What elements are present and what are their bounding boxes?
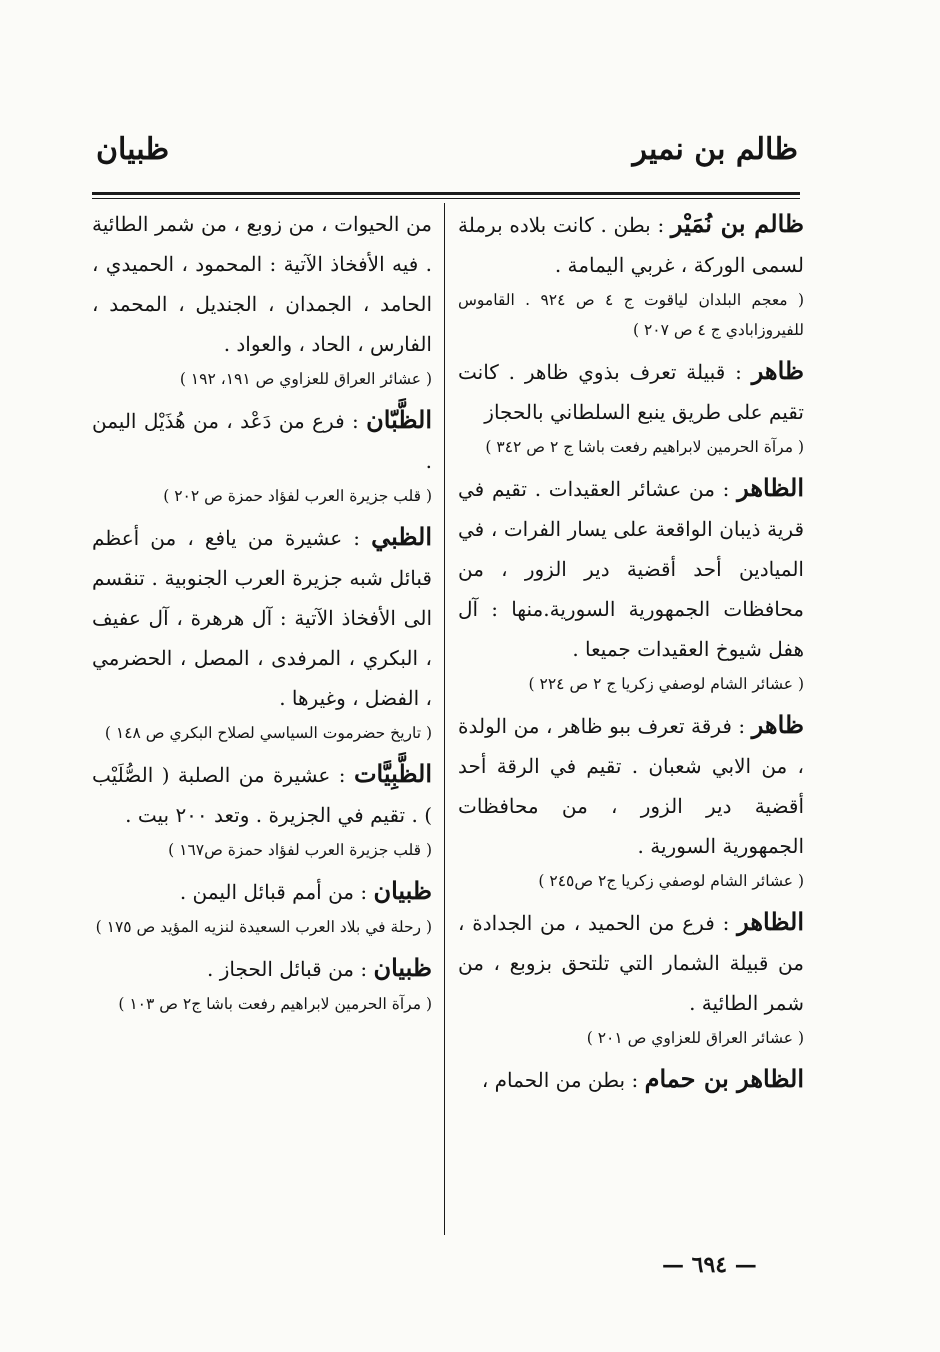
entry-headword: الظَّبِيَّات [353, 759, 432, 788]
entry-source: ( قلب جزيرة العرب لفؤاد حمزة ص ٢٠٢ ) [163, 487, 432, 505]
entry-source: ( عشائر العراق للعزاوي ص ١٩١، ١٩٢ ) [179, 370, 432, 388]
entry-body [458, 1059, 804, 1100]
entry [92, 871, 432, 942]
entry [458, 351, 804, 462]
entry-source: ( عشائر الشام لوصفي زكريا ج٢ ص٢٤٥ ) [538, 872, 804, 890]
entry-text: : من أمم قبائل اليمن . [179, 880, 368, 904]
entry-source: ( مرآة الحرمين لابراهيم رفعت باشا ج ٢ ص ٣٤٢ ) [485, 438, 804, 456]
entry [458, 468, 804, 699]
page-number: — ٦٩٤ — [662, 1252, 757, 1278]
running-header-left: ظبيان [96, 132, 170, 167]
entry-source: ( عشائر الشام لوصفي زكريا ج ٢ ص ٢٢٤ ) [528, 675, 804, 693]
entry-text: : فرع من دَعْد ، من هُذَيْل اليمن . [92, 409, 432, 473]
entry-body [92, 754, 432, 835]
entry-body [92, 517, 432, 718]
entry-headword: ظاهر [751, 356, 804, 385]
entry [92, 204, 432, 394]
header-rule [92, 192, 800, 195]
entry-text: : فرقة تعرف ببو ظاهر ، من الولدة ، من الابي شعبان . تقيم في الرقة أحد أقضية دير الزور ، من محافظات الجمهورية السورية . [458, 714, 804, 858]
entry-body [458, 204, 804, 285]
entry-body [92, 948, 432, 989]
header-rule-thin [92, 198, 800, 199]
entry-source: ( قلب جزيرة العرب لفؤاد حمزة ص١٦٧ ) [168, 841, 432, 859]
entry-text: : قبيلة تعرف بذوي ظاهر . كانت تقيم على طريق ينبع السلطاني بالحجاز [458, 360, 804, 424]
entry-headword: ظالم بن نُمَيْر [670, 209, 804, 238]
right-column [458, 200, 804, 1100]
entry-text: : بطن من الحمام ، [481, 1068, 639, 1092]
entry-text: : فرع من الحميد ، من الجدادة ، من قبيلة الشمار التي تلتحق بزوبع ، من شمر الطائية . [458, 911, 804, 1015]
entry [92, 517, 432, 748]
entry-headword: ظبيان [373, 876, 432, 905]
entry-source: ( تاريخ حضرموت السياسي لصلاح البكري ص ١٤٨ ) [104, 724, 432, 742]
entry-source: ( معجم البلدان لياقوت ج ٤ ص ٩٢٤ . القاموس للفيروزابادي ج ٤ ص ٢٠٧ ) [458, 291, 805, 339]
entry-text: : بطن . كانت بلاده برملة لسمى الوركة ، غربي اليمامة . [458, 213, 804, 277]
entry-text: : عشيرة من الصلبة ( الصُّلَيْب ) . تقيم في الجزيرة . وتعد ٢٠٠ بيت . [92, 763, 432, 827]
entry [92, 754, 432, 865]
column-divider [444, 203, 445, 1235]
entry [92, 948, 432, 1019]
entry-body [458, 468, 804, 669]
entry-body [92, 204, 432, 364]
entry-text: : عشيرة من يافع ، من أعظم قبائل شبه جزيرة العرب الجنوبية . تنقسم الى الأفخاذ الآتية : آل هرهرة ، آل عفيف ، البكري ، المرفدى ، المصل ، الحضرمي ، الفضل ، وغيرها . [92, 526, 432, 710]
entry-headword: الظبي [371, 522, 433, 551]
entry [92, 400, 432, 511]
entry-headword: ظبيان [373, 953, 432, 982]
entry-body [458, 902, 804, 1023]
entry-body [92, 400, 432, 481]
entry [458, 705, 804, 896]
entry-headword: ظاهر [751, 710, 804, 739]
entry [458, 902, 804, 1053]
entry-body [458, 705, 804, 866]
running-header-right: ظالم بن نمير [632, 132, 798, 167]
entry-headword: الظَّبّان [366, 405, 432, 434]
entry-text: من الحيوات ، من زوبع ، من شمر الطائية . فيه الأفخاذ الآتية : المحمود ، الحميدي ، الحامد ، الجمدان ، الجنديل ، المحمد ، الفارس ، الحاد ، والعواد . [92, 212, 432, 356]
entry-text: : من قبائل الحجاز . [207, 957, 368, 981]
entry-source: ( رحلة في بلاد العرب السعيدة لنزيه المؤيد ص ١٧٥ ) [95, 918, 432, 936]
left-column [92, 200, 432, 1025]
entry-body [92, 871, 432, 912]
entry-body [458, 351, 804, 432]
entry-headword: الظاهر [737, 907, 805, 936]
entry [458, 1059, 804, 1100]
entry-headword: الظاهر [737, 473, 804, 502]
entry-source: ( مرآة الحرمين لابراهيم رفعت باشا ج٢ ص ١٠٣ ) [118, 995, 432, 1013]
entry-text: : من عشائر العقيدات . تقيم في قرية ذيبان الواقعة على يسار الفرات ، في الميادين أحد أقضية دير الزور ، من محافظات الجمهورية السورية.منها : آل هفل شيوخ العقيدات جميعا . [458, 477, 804, 661]
entry-source: ( عشائر العراق للعزاوي ص ٢٠١ ) [586, 1029, 804, 1047]
entry-headword: الظاهر بن حمام [644, 1064, 804, 1093]
entry [458, 204, 804, 345]
